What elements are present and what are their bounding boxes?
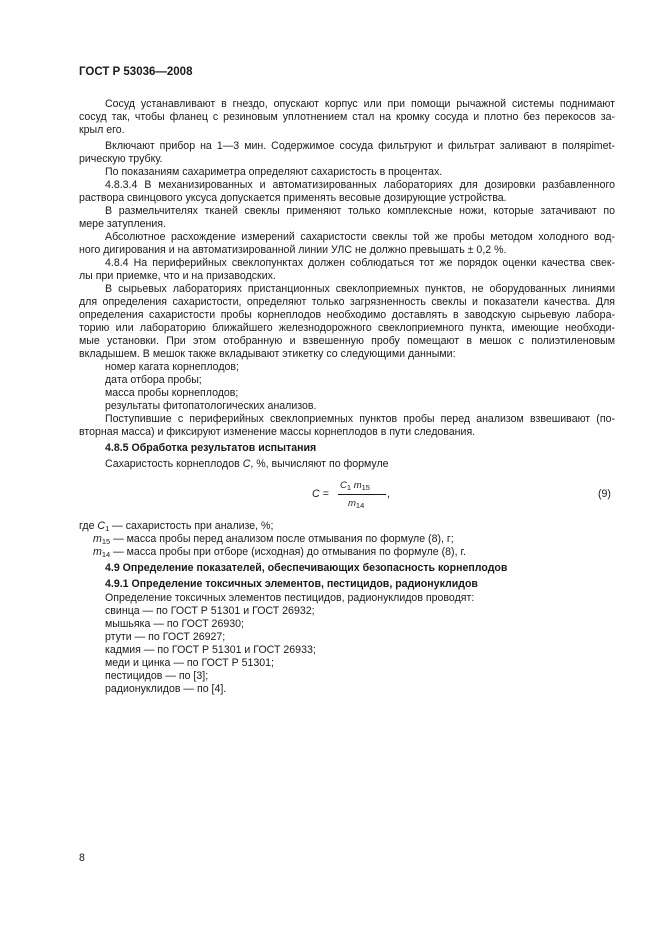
- body-line: Абсолютное расхождение измерений сахаристости свеклы той же пробы методом холодного вод-: [105, 231, 615, 243]
- list-item: пестицидов — по [3];: [105, 670, 209, 682]
- formula-intro-pre: Сахаристость корнеплодов: [105, 458, 243, 470]
- list-item: свинца — по ГОСТ Р 51301 и ГОСТ 26932;: [105, 605, 315, 617]
- formula-den-m-sub: 14: [355, 501, 365, 510]
- list-item: номер кагата корнеплодов;: [105, 361, 239, 373]
- where-sub: 1: [105, 524, 110, 533]
- where-text: — сахаристость при анализе, %;: [109, 520, 274, 532]
- list-item: радионуклидов — по [4].: [105, 683, 227, 695]
- body-line: крыл его.: [79, 124, 125, 136]
- list-item: масса пробы корнеплодов;: [105, 387, 239, 399]
- where-symbol: m: [93, 546, 102, 558]
- body-line: В сырьевых лабораториях пристанционных свеклоприемных пунктов, не оборудованных линиями: [105, 283, 615, 295]
- section-heading: 4.8.5 Обработка результатов испытания: [105, 442, 317, 454]
- body-line: мые установки. При этом отобранную и взвешенную пробу помещают в мешок с полиэтиленовым: [79, 335, 615, 347]
- body-line: раствора свинцового уксуса допускается применять весовые дозирующие устройства.: [79, 192, 507, 204]
- body-line: В размельчителях тканей свеклы применяют только комплексные ножи, которые затачивают по: [105, 205, 615, 217]
- formula-numerator: [340, 480, 370, 492]
- equation-number: (9): [598, 488, 611, 500]
- where-symbol: C: [97, 520, 106, 532]
- body-line: вкладышем. В мешок также вкладывают этикетку со следующими данными:: [79, 348, 456, 360]
- list-item: дата отбора пробы;: [105, 374, 202, 386]
- body-line: рическую трубку.: [79, 153, 163, 165]
- body-line: Сосуд устанавливают в гнездо, опускают корпус или при помощи рычажной системы поднимают: [105, 98, 615, 110]
- where-sub: 15: [101, 537, 111, 546]
- formula-num-c-sub: 1: [346, 483, 352, 492]
- formula-comma: ,: [387, 488, 390, 500]
- body-line: Включают прибор на 1—3 мин. Содержимое сосуда фильтруют и фильтрат заливают в полярimet-: [105, 140, 615, 152]
- body-line: мере затупления.: [79, 218, 166, 230]
- body-line: 4.8.4 На периферийных свеклопунктах должен соблюдаться тот же порядок оценки качества свек-: [105, 257, 615, 269]
- formula-intro: [105, 458, 615, 471]
- formula-intro-symbol: C: [242, 458, 251, 470]
- formula-num-c: C: [340, 480, 347, 491]
- where-line: [93, 546, 629, 561]
- body-line: По показаниям сахариметра определяют сахаристость в процентах.: [105, 166, 443, 178]
- where-lead: где: [79, 520, 98, 532]
- list-item: кадмия — по ГОСТ Р 51301 и ГОСТ 26933;: [105, 644, 316, 656]
- page-number: 8: [79, 852, 85, 864]
- list-item: мышьяка — по ГОСТ 26930;: [105, 618, 244, 630]
- list-item: ртути — по ГОСТ 26927;: [105, 631, 226, 643]
- section-heading: 4.9.1 Определение токсичных элементов, пестицидов, радионуклидов: [105, 578, 478, 590]
- formula-num-m: m: [353, 480, 362, 491]
- body-line: Определение токсичных элементов пестицидов, радионуклидов проводят:: [105, 592, 475, 604]
- formula-denominator: [348, 498, 364, 510]
- where-text: — масса пробы при отборе (исходная) до отмывания по формуле (8), г.: [110, 546, 466, 558]
- body-line: 4.8.3.4 В механизированных и автоматизированных лабораториях для дозировки разбавленного: [105, 179, 615, 191]
- fraction-bar: [338, 494, 386, 495]
- body-line: Поступившие с периферийных свеклоприемных пунктов пробы перед анализом взвешивают (по-: [105, 413, 615, 425]
- body-line: лы при приемке, что и на призаводских.: [79, 270, 276, 282]
- body-line: сосуд так, чтобы фланец с резиновым уплотнением стал на кромку сосуда и плотно без перекосов за-: [79, 111, 615, 123]
- document-header: ГОСТ Р 53036—2008: [79, 66, 193, 78]
- list-item: меди и цинка — по ГОСТ Р 51301;: [105, 657, 274, 669]
- formula-den-m: m: [348, 498, 356, 509]
- where-sub: 14: [101, 550, 111, 559]
- body-line: вторная масса) и фиксируют изменение массы корнеплодов в пути следования.: [79, 426, 476, 438]
- list-item: результаты фитопатологических анализов.: [105, 400, 317, 412]
- body-line: определения сахаристости пробы корнеплодов необходимо доставлять в заводскую сырьевую лабора-: [79, 309, 615, 321]
- formula-lhs: C =: [312, 488, 329, 500]
- body-line: для определения сахаристости, определяют только загрязненность свеклы и показатели качества. Для: [79, 296, 615, 308]
- formula-intro-post: , %, вычисляют по формуле: [250, 458, 389, 470]
- formula-num-m-sub: 15: [361, 483, 370, 492]
- where-symbol: m: [93, 533, 102, 545]
- body-line: ного дигирования и на автоматизированной линии УЛС не должно превышать ± 0,2 %.: [79, 244, 507, 256]
- body-line: торию или лабораторию ближайшего железнодорожного свеклоприемного пункта, имеющие необходи-: [79, 322, 615, 334]
- section-heading: 4.9 Определение показателей, обеспечивающих безопасность корнеплодов: [105, 562, 508, 574]
- where-text: — масса пробы перед анализом после отмывания по формуле (8), г;: [110, 533, 454, 545]
